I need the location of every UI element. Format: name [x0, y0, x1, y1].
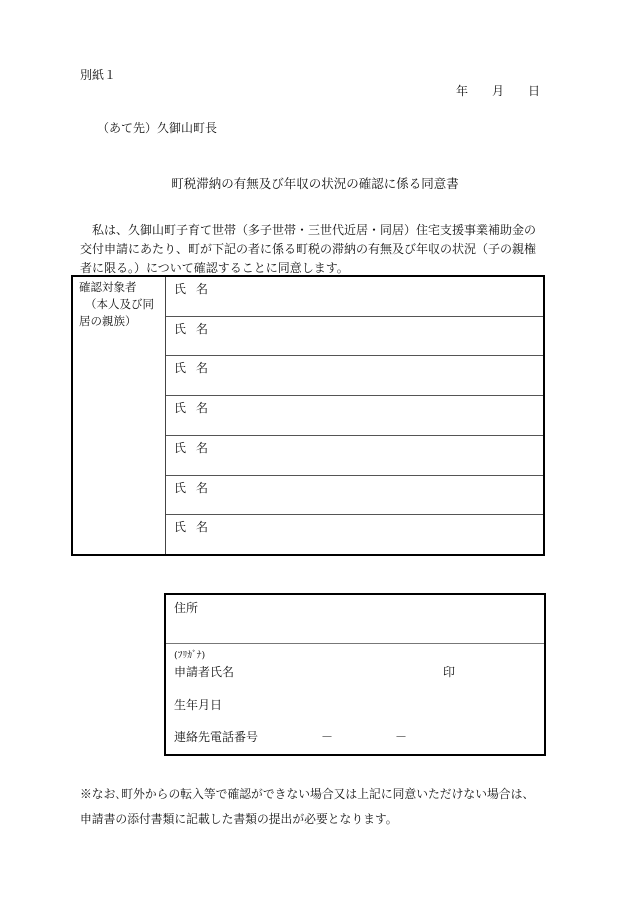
name-field-row[interactable] — [166, 317, 543, 357]
date-year-label: 年 — [456, 84, 469, 98]
phone-separator: － — [321, 730, 334, 744]
target-label-line: （本人及び同 — [85, 297, 154, 311]
target-label-line: 居の親族） — [79, 314, 137, 328]
address-field[interactable] — [166, 595, 544, 644]
addressee: （あて先）久御山町長 — [97, 121, 218, 135]
footnote — [80, 782, 555, 832]
consent-statement — [80, 221, 550, 278]
name-label: 氏名 — [174, 361, 219, 376]
document-title: 町税滞納の有無及び年収の状況の確認に係る同意書 — [171, 176, 459, 191]
appendix-label: 別紙１ — [80, 68, 117, 82]
name-label: 氏名 — [174, 401, 219, 416]
name-field-row[interactable] — [166, 396, 543, 436]
target-persons-table — [71, 275, 545, 556]
name-label: 氏名 — [174, 282, 219, 296]
consent-line: 交付申請にあたり、町が下記の者に係る町税の滞納の有無及び年収の状況（子の親権 — [80, 242, 537, 256]
name-label: 氏名 — [174, 520, 219, 535]
date-day-label: 日 — [528, 84, 541, 98]
date-line — [456, 82, 540, 99]
name-field-row[interactable] — [166, 356, 543, 396]
footnote-line: ※なお､町外からの転入等で確認ができない場合又は上記に同意いただけない場合は、 — [80, 787, 535, 801]
applicant-name-label: 申請者氏名 — [174, 665, 235, 679]
name-label: 氏名 — [174, 480, 219, 495]
furigana-label: (ﾌﾘｶﾞﾅ) — [174, 650, 206, 661]
name-field-row[interactable] — [166, 436, 543, 476]
target-label-line: 確認対象者 — [79, 280, 137, 294]
seal-label: 印 — [443, 665, 456, 679]
footnote-line: 申請書の添付書類に記載した書類の提出が必要となります。 — [80, 812, 398, 826]
date-month-label: 月 — [492, 84, 505, 98]
name-label: 氏名 — [174, 440, 219, 455]
name-field-row[interactable] — [166, 277, 543, 317]
consent-line: 私は、久御山町子育て世帯（多子世帯・三世代近居・同居）住宅支援事業補助金の — [92, 223, 537, 237]
name-label: 氏名 — [174, 321, 219, 336]
name-field-row[interactable] — [166, 476, 543, 516]
date-of-birth-label: 生年月日 — [174, 698, 223, 712]
phone-number-label: 連絡先電話番号 — [174, 730, 259, 744]
consent-line: 者に限る。）について確認することに同意します。 — [80, 261, 349, 275]
phone-separator: － — [395, 730, 408, 744]
name-rows — [166, 277, 543, 554]
name-field-row[interactable] — [166, 515, 543, 554]
address-label: 住所 — [174, 601, 199, 615]
target-persons-label — [73, 277, 166, 554]
applicant-info-box — [164, 593, 546, 756]
